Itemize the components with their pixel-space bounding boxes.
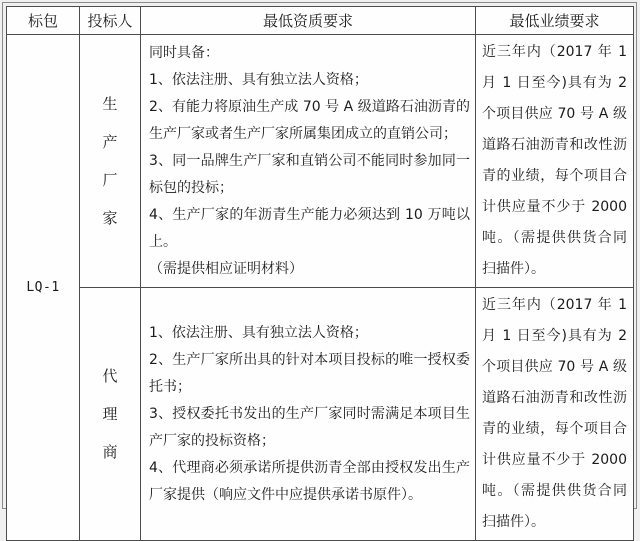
qualification-item: 2、生产厂家所出具的针对本项目投标的唯一授权委托书； — [149, 351, 470, 395]
qualification-intro: 同时具备： — [149, 44, 219, 61]
qualification-item: 3、授权委托书发出的生产厂家同时需满足本项目生产厂家的投标资格； — [149, 405, 470, 449]
qualification-item: 2、有能力将原油生产成 70 号 A 级道路石油沥青的生产厂家或者生产厂家所属集团成立的直销公司； — [149, 98, 470, 142]
header-bidder: 投标人 — [80, 7, 141, 35]
table-header-row — [7, 7, 634, 35]
qualification-item: 1、依法注册、具有独立法人资格； — [149, 324, 368, 341]
qualification-requirements-table — [6, 6, 634, 541]
qualification-cell-manufacturer — [141, 35, 476, 288]
header-min-qualification: 最低资质要求 — [141, 7, 476, 35]
qualification-note: （需提供相应证明材料） — [149, 260, 303, 277]
header-package: 标包 — [7, 7, 80, 35]
bidder-type-cell-manufacturer — [80, 35, 141, 288]
package-id-cell: LQ-1 — [7, 35, 80, 541]
bidder-type-cell-agent — [80, 288, 141, 541]
bidder-type-label: 生产厂家 — [102, 95, 118, 227]
qualification-item: 1、依法注册、具有独立法人资格； — [149, 71, 368, 88]
performance-cell-agent: 近三年内（2017 年 1 月 1 日至今)具有为 2 个项目供应 70 号 A 级道路石油沥青和改性沥青的业绩，每个项目合计供应量不少于 2000 吨。（需提供供货合同扫描件）。 — [476, 288, 634, 541]
qualification-item: 3、同一品牌生产厂家和直销公司不能同时参加同一标包的投标； — [149, 152, 470, 196]
table-row-manufacturer — [7, 35, 634, 288]
bidder-type-label: 代理商 — [102, 367, 118, 461]
table-row-agent — [7, 288, 634, 541]
document-table-frame — [2, 2, 637, 530]
qualification-cell-agent — [141, 288, 476, 541]
header-min-performance: 最低业绩要求 — [476, 7, 634, 35]
performance-cell-manufacturer: 近三年内（2017 年 1 月 1 日至今)具有为 2 个项目供应 70 号 A 级道路石油沥青和改性沥青的业绩，每个项目合计供应量不少于 2000 吨。（需提供供货合同扫描件）。 — [476, 35, 634, 288]
qualification-item: 4、生产厂家的年沥青生产能力必须达到 10 万吨以上。 — [149, 206, 470, 250]
qualification-item: 4、代理商必须承诺所提供沥青全部由授权发出生产厂家提供（响应文件中应提供承诺书原件）。 — [149, 459, 470, 503]
